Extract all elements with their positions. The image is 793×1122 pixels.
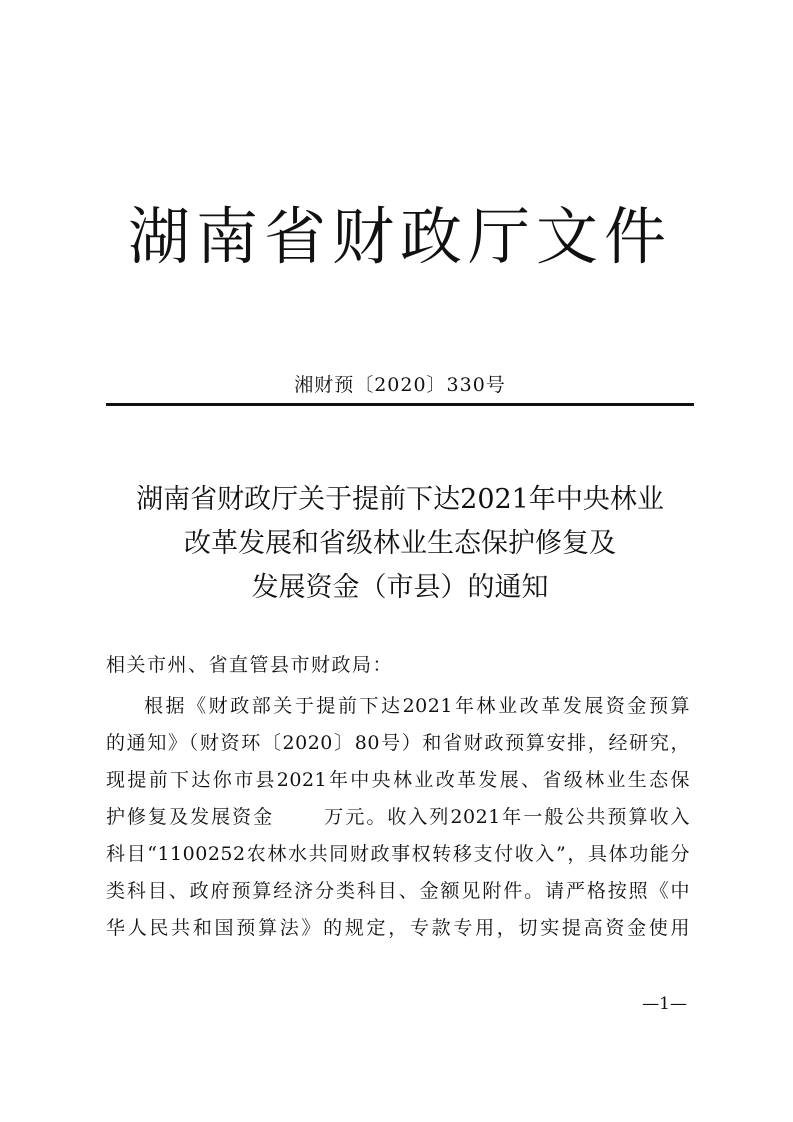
notice-title-line: 发展资金（市县）的通知 — [251, 572, 549, 603]
addressee: 相关市州、省直管县市财政局： — [106, 654, 394, 676]
body-line: 华人民共和国预算法》的规定，专款专用，切实提高资金使用 — [106, 917, 690, 939]
notice-title — [90, 478, 710, 610]
header-divider-rule — [106, 403, 694, 406]
notice-title-line: 湖南省财政厅关于提前下达2021年中央林业 — [136, 484, 664, 515]
page-number: —1— — [642, 994, 687, 1014]
body-line: 的通知》（财资环〔2020〕80号）和省财政预算安排，经研究， — [106, 732, 690, 754]
body-line: 科目“1100252农林水共同财政事权转移支付收入”，具体功能分 — [106, 843, 690, 865]
body-paragraph — [106, 688, 690, 947]
body-line: 现提前下达你市县2021年中央林业改革发展、省级林业生态保 — [106, 769, 690, 791]
issuer-header: 湖南省财政厅文件 — [127, 200, 672, 273]
notice-title-line: 改革发展和省级林业生态保护修复及 — [184, 528, 616, 559]
body-line: 根据《财政部关于提前下达2021年林业改革发展资金预算 — [144, 695, 690, 717]
body-line: 类科目、政府预算经济分类科目、金额见附件。请严格按照《中 — [106, 880, 690, 902]
document-number: 湘财预〔2020〕330号 — [294, 374, 506, 396]
body-line: 护修复及发展资金 万元。收入列2021年一般公共预算收入 — [106, 806, 690, 828]
